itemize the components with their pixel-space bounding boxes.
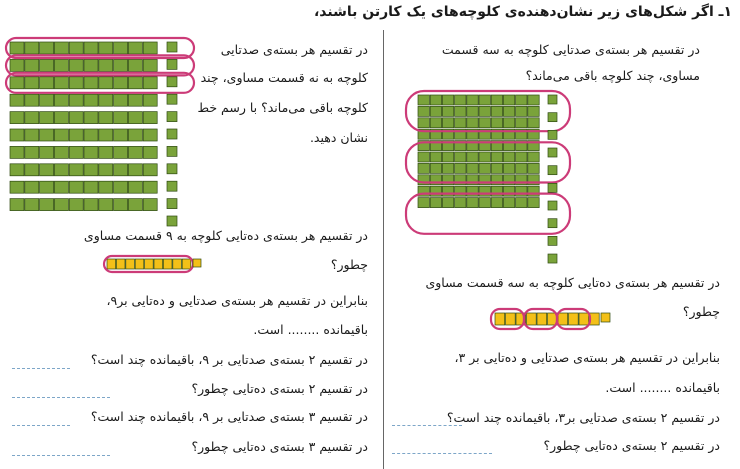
hundred-square: [10, 94, 24, 106]
ten-stick-square: [167, 94, 177, 104]
ten-stick-square: [167, 129, 177, 139]
ten-stick-square: [167, 42, 177, 52]
left-question-three-hundreds: در تقسیم ۳ بسته‌ی صدتایی بر ۹، باقیمانده چند است؟: [90, 409, 368, 424]
hundred-square: [84, 94, 98, 106]
hundred-square: [491, 106, 502, 116]
ten-stick-square: [167, 77, 177, 87]
hundred-square: [528, 95, 539, 105]
hundred-square: [54, 146, 68, 158]
hundred-square: [40, 129, 54, 141]
hundred-square: [128, 77, 142, 89]
hundred-square: [25, 129, 39, 141]
hundred-square: [430, 198, 441, 208]
unit-square: [601, 313, 610, 322]
ten-stick-square: [548, 166, 557, 175]
hundred-square: [10, 164, 24, 176]
unit-square: [135, 259, 144, 269]
hundred-square: [491, 163, 502, 173]
hundred-square: [114, 199, 128, 211]
hundred-square: [84, 199, 98, 211]
hundred-square: [418, 163, 429, 173]
unit-square: [569, 313, 579, 325]
hundred-square: [99, 164, 113, 176]
hundred-square: [503, 95, 514, 105]
hundred-square: [10, 59, 24, 71]
hundred-square: [69, 129, 83, 141]
ten-stick-square: [548, 130, 557, 139]
hundred-square: [128, 94, 142, 106]
hundred-square: [479, 198, 490, 208]
unit-square: [163, 259, 172, 269]
hundred-square: [516, 152, 527, 162]
hundred-square: [84, 42, 98, 54]
hundred-square: [54, 59, 68, 71]
hundred-square: [25, 94, 39, 106]
hundred-square: [455, 106, 466, 116]
hundred-square: [503, 118, 514, 128]
hundred-square: [25, 164, 39, 176]
hundred-square: [442, 118, 453, 128]
hundred-square: [467, 198, 478, 208]
hundred-square: [69, 199, 83, 211]
left-question-hundred-line2: کلوچه به نه قسمت مساوی، چند: [200, 70, 368, 85]
hundred-square: [54, 94, 68, 106]
hundred-square: [491, 118, 502, 128]
ten-stick-square: [167, 199, 177, 209]
hundred-square: [69, 164, 83, 176]
left-question-ten-line1: در تقسیم هر بسته‌ی ده‌تایی کلوچه به ۹ قسمت مساوی: [83, 228, 368, 243]
hundred-square: [503, 152, 514, 162]
right-answer-line-2[interactable]: [392, 453, 492, 454]
hundred-square: [143, 59, 157, 71]
hundred-square: [84, 129, 98, 141]
hundred-square: [99, 112, 113, 124]
hundred-square: [40, 94, 54, 106]
unit-square: [145, 259, 154, 269]
hundred-square: [114, 146, 128, 158]
hundred-square: [503, 198, 514, 208]
hundred-square: [40, 181, 54, 193]
ten-stick-square: [167, 112, 177, 122]
hundred-square: [114, 59, 128, 71]
hundred-square: [455, 152, 466, 162]
hundred-square: [418, 118, 429, 128]
hundred-square: [84, 59, 98, 71]
hundred-square: [10, 112, 24, 124]
left-answer-line-4[interactable]: [12, 455, 110, 456]
hundred-square: [84, 77, 98, 89]
hundred-square: [40, 112, 54, 124]
hundred-square: [418, 106, 429, 116]
ten-stick-square: [548, 95, 557, 104]
hundred-square: [128, 146, 142, 158]
hundred-square: [430, 118, 441, 128]
hundred-square: [69, 59, 83, 71]
hundred-square: [442, 198, 453, 208]
hundred-square: [69, 146, 83, 158]
hundred-square: [114, 129, 128, 141]
unit-square: [107, 259, 116, 269]
hundred-square: [69, 112, 83, 124]
unit-square: [154, 259, 163, 269]
left-conclusion-line2: باقیمانده ........ است.: [253, 322, 368, 337]
hundred-square: [25, 77, 39, 89]
hundred-square: [516, 118, 527, 128]
hundred-square: [479, 163, 490, 173]
hundred-square: [467, 163, 478, 173]
hundred-square: [128, 164, 142, 176]
hundred-square: [114, 94, 128, 106]
left-answer-line-1[interactable]: [12, 368, 70, 369]
unit-square: [116, 259, 125, 269]
hundred-square: [479, 95, 490, 105]
hundred-square: [114, 181, 128, 193]
hundred-square: [528, 106, 539, 116]
hundred-square: [467, 118, 478, 128]
hundred-square: [143, 181, 157, 193]
hundred-square: [25, 146, 39, 158]
hundred-square: [455, 198, 466, 208]
hundred-square: [54, 164, 68, 176]
hundred-square: [99, 94, 113, 106]
hundred-square: [99, 59, 113, 71]
hundred-square: [442, 152, 453, 162]
right-question-ten-line1: در تقسیم هر بسته‌ی ده‌تایی کلوچه به سه قسمت مساوی: [425, 275, 720, 290]
left-question-three-tens: در تقسیم ۳ بسته‌ی ده‌تایی چطور؟: [191, 439, 368, 454]
left-question-hundred-line4: نشان دهید.: [309, 130, 368, 145]
hundred-square: [467, 152, 478, 162]
right-conclusion-line1: بنابراین در تقسیم هر بسته‌ی صدتایی و ده‌تایی بر ۳،: [454, 350, 720, 365]
hundred-square: [99, 129, 113, 141]
hundred-square: [479, 152, 490, 162]
right-question-ten-line2: چطور؟: [682, 304, 720, 319]
hundred-square: [54, 129, 68, 141]
ten-stick-square: [548, 183, 557, 192]
hundred-square: [528, 118, 539, 128]
hundred-square: [114, 42, 128, 54]
left-question-hundred-line3: کلوچه باقی می‌ماند؟ با رسم خط: [197, 100, 368, 115]
hundred-square: [99, 199, 113, 211]
exercise-title: ۱ـ اگر شکل‌های زیر نشان‌دهنده‌ی کلوچه‌های یک کارتن باشند،: [313, 4, 732, 20]
hundred-square: [491, 198, 502, 208]
hundred-square: [491, 152, 502, 162]
ten-stick-square: [548, 219, 557, 228]
hundred-square: [54, 199, 68, 211]
hundred-square: [143, 199, 157, 211]
right-answer-line-1[interactable]: [392, 425, 462, 426]
hundred-square: [467, 95, 478, 105]
right-question-two-tens: در تقسیم ۲ بسته‌ی ده‌تایی چطور؟: [543, 438, 720, 453]
hundred-square: [143, 129, 157, 141]
hundred-square: [69, 94, 83, 106]
hundred-square: [25, 42, 39, 54]
hundred-square: [467, 106, 478, 116]
hundred-square: [143, 112, 157, 124]
unit-square: [495, 313, 505, 325]
left-question-hundred-line1: در تقسیم هر بسته‌ی صدتایی: [220, 42, 368, 57]
hundred-square: [114, 112, 128, 124]
unit-square: [537, 313, 547, 325]
hundred-square: [528, 152, 539, 162]
hundred-square: [516, 106, 527, 116]
hundred-square: [503, 106, 514, 116]
hundred-square: [430, 95, 441, 105]
hundred-square: [128, 112, 142, 124]
hundred-square: [25, 181, 39, 193]
hundred-square: [128, 129, 142, 141]
hundred-square: [128, 42, 142, 54]
hundred-square: [10, 129, 24, 141]
hundred-square: [54, 181, 68, 193]
hundred-square: [479, 106, 490, 116]
right-question-two-hundreds: در تقسیم ۲ بسته‌ی صدتایی بر۳، باقیمانده چند است؟: [446, 410, 720, 425]
hundred-square: [40, 42, 54, 54]
hundred-square: [84, 112, 98, 124]
right-question-hundred-line1: در تقسیم هر بسته‌ی صدتایی کلوچه به سه قسمت: [441, 42, 700, 57]
ten-stick-square: [167, 216, 177, 226]
ten-stick-square: [548, 236, 557, 245]
hundred-square: [40, 199, 54, 211]
hundred-square: [503, 163, 514, 173]
hundred-square: [40, 146, 54, 158]
hundred-square: [418, 95, 429, 105]
hundred-square: [10, 181, 24, 193]
hundred-square: [418, 198, 429, 208]
hundred-square: [418, 152, 429, 162]
hundred-square: [10, 199, 24, 211]
hundred-square: [10, 146, 24, 158]
left-answer-line-2[interactable]: [12, 397, 110, 398]
hundred-square: [25, 112, 39, 124]
hundred-square: [54, 112, 68, 124]
unit-square: [558, 313, 568, 325]
unit-square: [182, 259, 191, 269]
ten-stick-square: [548, 113, 557, 122]
hundred-square: [143, 146, 157, 158]
unit-square: [527, 313, 537, 325]
hundred-square: [528, 198, 539, 208]
hundred-square: [69, 42, 83, 54]
hundred-square: [516, 95, 527, 105]
hundred-square: [84, 146, 98, 158]
unit-square: [173, 259, 182, 269]
hundred-square: [143, 42, 157, 54]
hundred-square: [455, 163, 466, 173]
hundred-square: [128, 199, 142, 211]
hundred-square: [84, 164, 98, 176]
hundred-square: [430, 106, 441, 116]
ten-stick-square: [167, 181, 177, 191]
hundred-square: [516, 198, 527, 208]
hundred-square: [54, 77, 68, 89]
hundred-square: [99, 181, 113, 193]
ten-stick-square: [548, 254, 557, 263]
hundred-square: [479, 118, 490, 128]
ten-stick-square: [167, 164, 177, 174]
hundred-square: [491, 95, 502, 105]
hundred-square: [455, 95, 466, 105]
hundred-square: [69, 181, 83, 193]
hundred-square: [430, 163, 441, 173]
ten-stick-square: [548, 148, 557, 157]
unit-square: [579, 313, 589, 325]
hundred-square: [114, 77, 128, 89]
hundred-square: [40, 59, 54, 71]
hundred-square: [442, 106, 453, 116]
hundred-square: [143, 94, 157, 106]
left-question-two-tens: در تقسیم ۲ بسته‌ی ده‌تایی چطور؟: [191, 381, 368, 396]
hundred-square: [10, 77, 24, 89]
hundred-square: [99, 146, 113, 158]
ten-stick-square: [167, 59, 177, 69]
hundred-square: [40, 77, 54, 89]
hundred-square: [128, 59, 142, 71]
unit-square: [506, 313, 516, 325]
left-conclusion-line1: بنابراین در تقسیم هر بسته‌ی صدتایی و ده‌تایی بر۹،: [106, 293, 368, 308]
right-conclusion-line2: باقیمانده ........ است.: [605, 380, 720, 395]
hundred-square: [54, 42, 68, 54]
hundred-square: [114, 164, 128, 176]
hundred-square: [442, 163, 453, 173]
left-answer-line-3[interactable]: [12, 425, 70, 426]
hundred-square: [455, 118, 466, 128]
hundred-square: [84, 181, 98, 193]
hundred-square: [25, 59, 39, 71]
ten-stick-square: [167, 146, 177, 156]
hundred-square: [99, 42, 113, 54]
left-question-two-hundreds: در تقسیم ۲ بسته‌ی صدتایی بر ۹، باقیمانده چند است؟: [90, 352, 368, 367]
hundred-square: [516, 163, 527, 173]
unit-square: [126, 259, 135, 269]
hundred-square: [25, 199, 39, 211]
ten-stick-square: [548, 201, 557, 210]
hundred-square: [143, 164, 157, 176]
hundred-square: [430, 152, 441, 162]
hundred-square: [128, 181, 142, 193]
hundred-square: [442, 95, 453, 105]
hundred-square: [69, 77, 83, 89]
hundred-square: [10, 42, 24, 54]
left-question-ten-line2: چطور؟: [330, 257, 368, 272]
hundred-square: [528, 163, 539, 173]
unit-square: [193, 259, 201, 267]
hundred-square: [143, 77, 157, 89]
right-question-hundred-line2: مساوی، چند کلوچه باقی می‌ماند؟: [525, 68, 700, 83]
hundred-square: [40, 164, 54, 176]
hundred-square: [99, 77, 113, 89]
